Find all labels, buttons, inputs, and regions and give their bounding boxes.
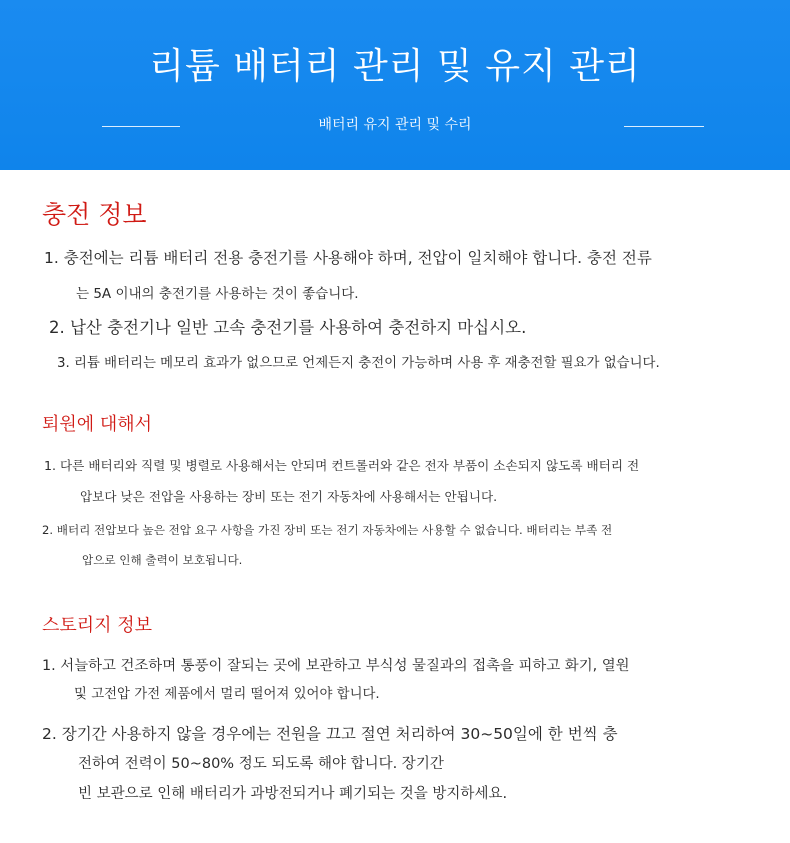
section-title-charging: 충전 정보 [42, 200, 147, 229]
storage-line-1: 1. 서늘하고 건조하며 통풍이 잘되는 곳에 보관하고 부식성 물질과의 접촉을 피하고 화기, 열원 [42, 658, 630, 674]
discharge-line-2: 압보다 낮은 전압을 사용하는 장비 또는 전기 자동차에 사용해서는 안됩니다. [80, 489, 498, 504]
section-title-storage: 스토리지 정보 [42, 615, 153, 636]
charging-line-4: 3. 리튬 배터리는 메모리 효과가 없으므로 언제든지 충전이 가능하며 사용 후 재충전할 필요가 없습니다. [57, 356, 660, 371]
page-title: 리튬 배터리 관리 및 유지 관리 [149, 46, 641, 87]
discharge-line-1: 1. 다른 배터리와 직렬 및 병렬로 사용해서는 안되며 컨트롤러와 같은 전자 부품이 소손되지 않도록 배터리 전 [44, 458, 640, 473]
header-banner [0, 0, 790, 170]
storage-line-3: 2. 장기간 사용하지 않을 경우에는 전원을 끄고 절연 처리하여 30~50일에 한 번씩 충 [42, 725, 618, 743]
discharge-line-4: 압으로 인해 출력이 보호됩니다. [82, 553, 243, 567]
charging-line-2: 는 5A 이내의 충전기를 사용하는 것이 좋습니다. [76, 286, 359, 302]
charging-line-1: 1. 충전에는 리튬 배터리 전용 충전기를 사용해야 하며, 전압이 일치해야 합니다. 충전 전류 [44, 249, 652, 267]
page-subtitle: 배터리 유지 관리 및 수리 [318, 117, 472, 133]
storage-line-2: 및 고전압 가전 제품에서 멀리 떨어져 있어야 합니다. [74, 687, 380, 702]
section-title-discharge: 퇴원에 대해서 [42, 414, 153, 435]
charging-line-3: 2. 납산 충전기나 일반 고속 충전기를 사용하여 충전하지 마십시오. [49, 318, 527, 337]
discharge-line-3: 2. 배터리 전압보다 높은 전압 요구 사항을 가진 장비 또는 전기 자동차에는 사용할 수 없습니다. 배터리는 부족 전 [42, 523, 613, 537]
storage-line-4: 전하여 전력이 50~80% 정도 되도록 해야 합니다. 장기간 [78, 756, 444, 772]
subtitle-row [0, 112, 790, 136]
divider-right [624, 126, 704, 127]
storage-line-5: 빈 보관으로 인해 배터리가 과방전되거나 폐기되는 것을 방지하세요. [78, 786, 508, 802]
